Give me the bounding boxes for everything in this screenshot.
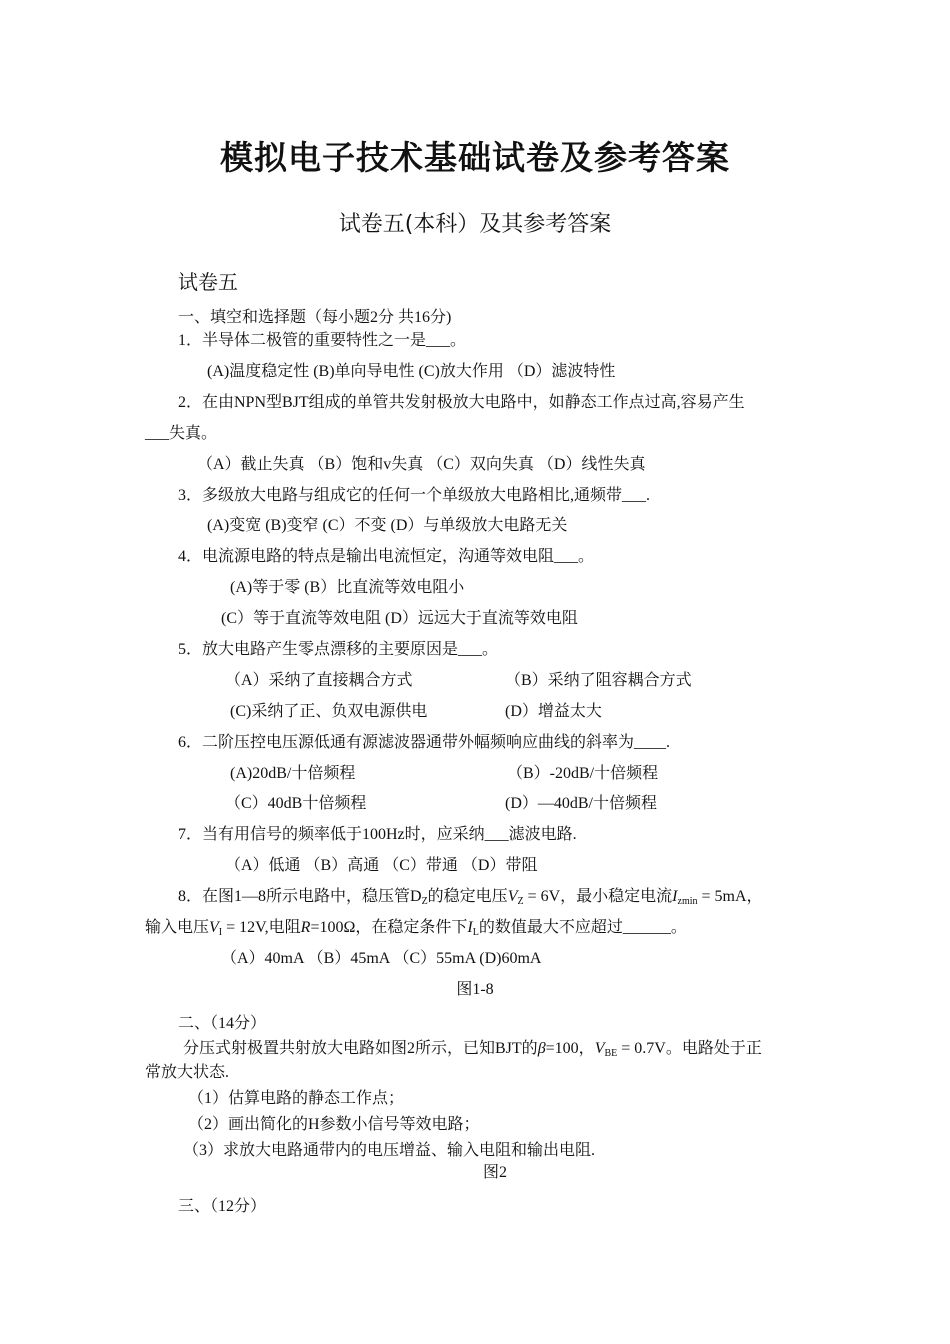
vz-subscript: Z: [517, 896, 524, 907]
paper-heading: 试卷五: [178, 270, 238, 294]
vi-subscript: I: [218, 927, 223, 938]
figure-1-8-caption: 图1-8: [456, 981, 494, 998]
part3-heading: 三、（12分）: [178, 1198, 267, 1215]
part2-intro-line2: 常放大状态.: [145, 1064, 230, 1081]
q8-options: （A）40mA （B）45mA （C）55mA (D)60mA: [221, 950, 542, 967]
q5-option-d: (D）增益太大: [505, 703, 602, 720]
q5-stem: 5．放大电路产生零点漂移的主要原因是___。: [178, 641, 499, 658]
q3-stem: 3．多级放大电路与组成它的任何一个单级放大电路相比,通频带___.: [178, 487, 651, 504]
q6-option-a: (A)20dB/十倍频程: [230, 765, 356, 782]
part2-heading: 二、（14分）: [178, 1015, 267, 1032]
q5-option-b: （B）采纳了阻容耦合方式: [505, 672, 692, 689]
q7-stem: 7．当有用信号的频率低于100Hz时，应采纳___滤波电路.: [178, 826, 577, 843]
q2-stem-line1: 2．在由NPN型BJT组成的单管共发射极放大电路中，如静态工作点过高,容易产生: [178, 394, 745, 411]
iz-value: = 5mA，: [697, 888, 763, 905]
q4-options-row2: (C）等于直流等效电阻 (D）远远大于直流等效电阻: [221, 610, 578, 627]
part2-item2: （2）画出简化的H参数小信号等效电路；: [188, 1116, 480, 1133]
part2-item1: （1）估算电路的静态工作点；: [188, 1090, 405, 1107]
q6-option-c: （C）40dB十倍频程: [225, 795, 367, 812]
q8-stem-line1: [178, 883, 763, 907]
document-title: 模拟电子技术基础试卷及参考答案: [220, 138, 730, 177]
q4-stem: 4．电流源电路的特点是输出电流恒定，沟通等效电阻___。: [178, 548, 595, 565]
r-symbol: R: [300, 919, 311, 936]
part2-text: =100，: [545, 1040, 595, 1057]
q5-option-c: (C)采纳了正、负双电源供电: [230, 703, 428, 720]
q8-text: 的数值最大不应超过______。: [478, 919, 687, 936]
q8-text: = 12V,电阻: [222, 919, 301, 936]
part1-heading: 一、填空和选择题（每小题2分 共16分): [178, 309, 452, 326]
vi-symbol: V: [209, 919, 219, 936]
iz-subscript: zmin: [677, 896, 698, 907]
vbe-subscript: BE: [604, 1048, 618, 1059]
il-subscript: L: [472, 927, 479, 938]
q8-text: 8．在图1—8所示电路中，稳压管D: [178, 888, 422, 905]
vz-value: = 6V，最小稳定电流: [523, 888, 673, 905]
q8-text: 输入电压: [145, 919, 210, 936]
q8-text: 的稳定电压: [427, 888, 508, 905]
q5-option-a: （A）采纳了直接耦合方式: [225, 672, 413, 689]
figure-2-caption: 图2: [482, 1164, 507, 1181]
q2-options: （A）截止失真 （B）饱和v失真 （C）双向失真 （D）线性失真: [197, 456, 646, 473]
q6-stem: 6．二阶压控电压源低通有源滤波器通带外幅频响应曲线的斜率为____.: [178, 734, 671, 751]
iz-symbol: I: [672, 888, 678, 905]
part2-item3: （3）求放大电路通带内的电压增益、输入电阻和输出电阻.: [183, 1142, 596, 1159]
dz-subscript: Z: [421, 896, 428, 907]
il-symbol: I: [467, 919, 473, 936]
q6-option-d: (D）—40dB/十倍频程: [505, 795, 658, 812]
part2-text: = 0.7V。电路处于正: [617, 1040, 762, 1057]
q8-text: =100Ω，在稳定条件下: [310, 919, 468, 936]
part2-intro-line1: [183, 1035, 762, 1059]
q1-stem: 1．半导体二极管的重要特性之一是___。: [178, 332, 467, 349]
beta-symbol: β: [537, 1040, 546, 1057]
q8-stem-line2: [145, 914, 687, 938]
part2-text: 分压式射极置共射放大电路如图2所示，已知BJT的: [183, 1040, 538, 1057]
q6-option-b: （B）-20dB/十倍频程: [507, 765, 659, 782]
q1-options: (A)温度稳定性 (B)单向导电性 (C)放大作用 （D）滤波特性: [207, 363, 616, 380]
q2-stem-line2: ___失真。: [145, 425, 218, 442]
q7-options: （A）低通 （B）高通 （C）带通 （D）带阻: [225, 857, 538, 874]
vz-symbol: V: [507, 888, 518, 905]
q3-options: (A)变宽 (B)变窄 (C）不变 (D）与单级放大电路无关: [207, 517, 568, 534]
vbe-symbol: V: [594, 1040, 605, 1057]
q4-options-row1: (A)等于零 (B）比直流等效电阻小: [230, 579, 465, 596]
document-subtitle: 试卷五(本科）及其参考答案: [338, 212, 612, 237]
